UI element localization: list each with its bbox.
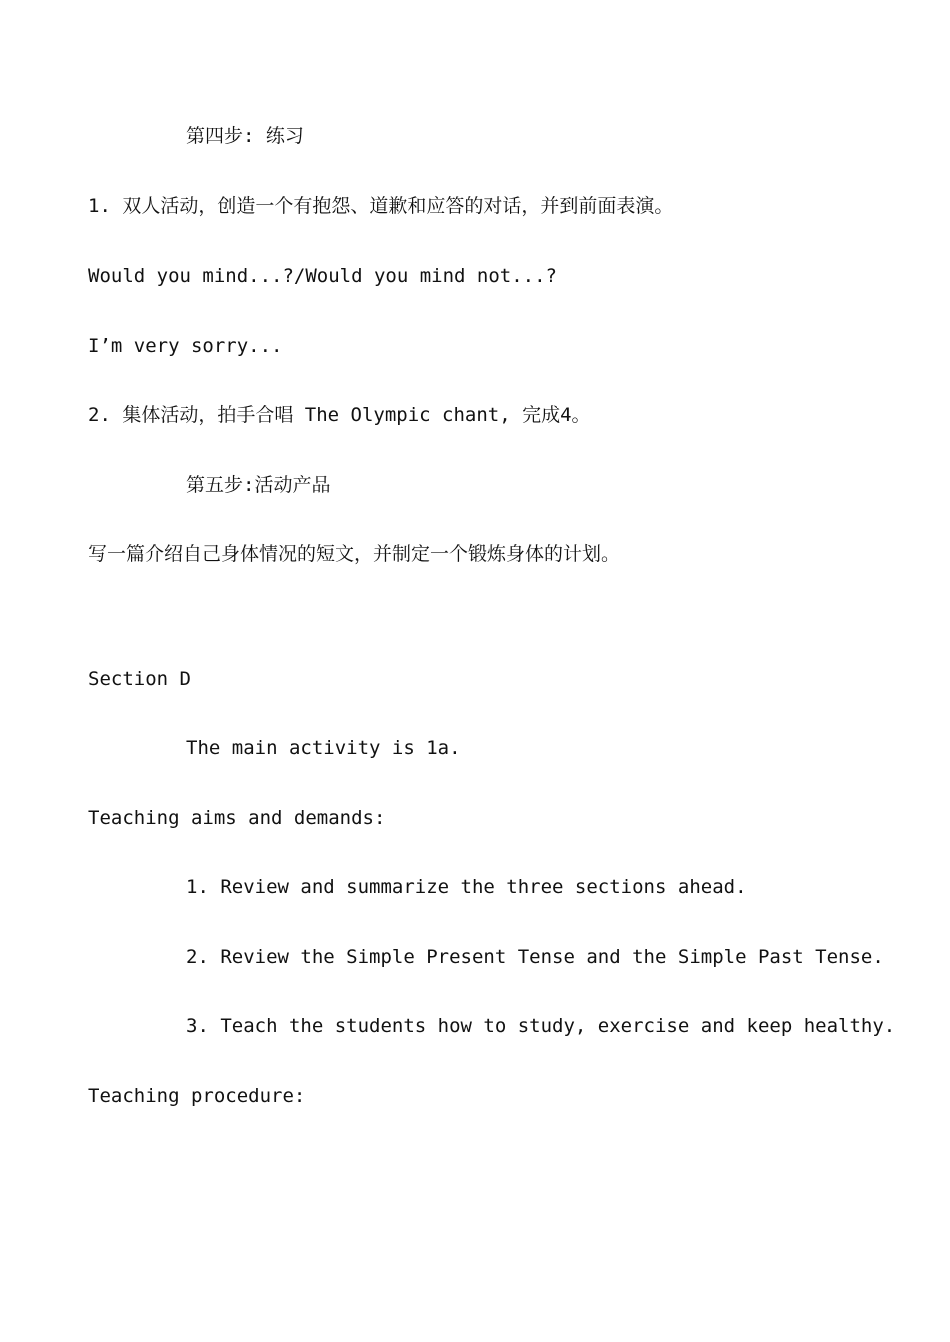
product-task: 写一篇介绍自己身体情况的短文，并制定一个锻炼身体的计划。 bbox=[88, 543, 621, 565]
teaching-aims-heading: Teaching aims and demands: bbox=[88, 807, 386, 829]
main-activity-line: The main activity is 1a. bbox=[186, 737, 461, 759]
pair-activity-item: 1. 双人活动，创造一个有抱怨、道歉和应答的对话，并到前面表演。 bbox=[88, 195, 674, 217]
example-phrase-sorry: I’m very sorry... bbox=[88, 335, 283, 357]
aim-item-3: 3. Teach the students how to study, exercise and keep healthy. bbox=[186, 1015, 896, 1037]
step-five-heading: 第五步:活动产品 bbox=[186, 474, 331, 496]
aim-item-1: 1. Review and summarize the three sections ahead. bbox=[186, 876, 747, 898]
step-four-heading: 第四步: 练习 bbox=[186, 125, 304, 147]
example-phrase-would-you-mind: Would you mind...?/Would you mind not...? bbox=[88, 265, 557, 287]
aim-item-2: 2. Review the Simple Present Tense and the Simple Past Tense. bbox=[186, 946, 884, 968]
teaching-procedure-heading: Teaching procedure: bbox=[88, 1085, 306, 1107]
group-activity-item: 2. 集体活动，拍手合唱 The Olympic chant, 完成4。 bbox=[88, 404, 591, 426]
section-d-heading: Section D bbox=[88, 668, 191, 690]
